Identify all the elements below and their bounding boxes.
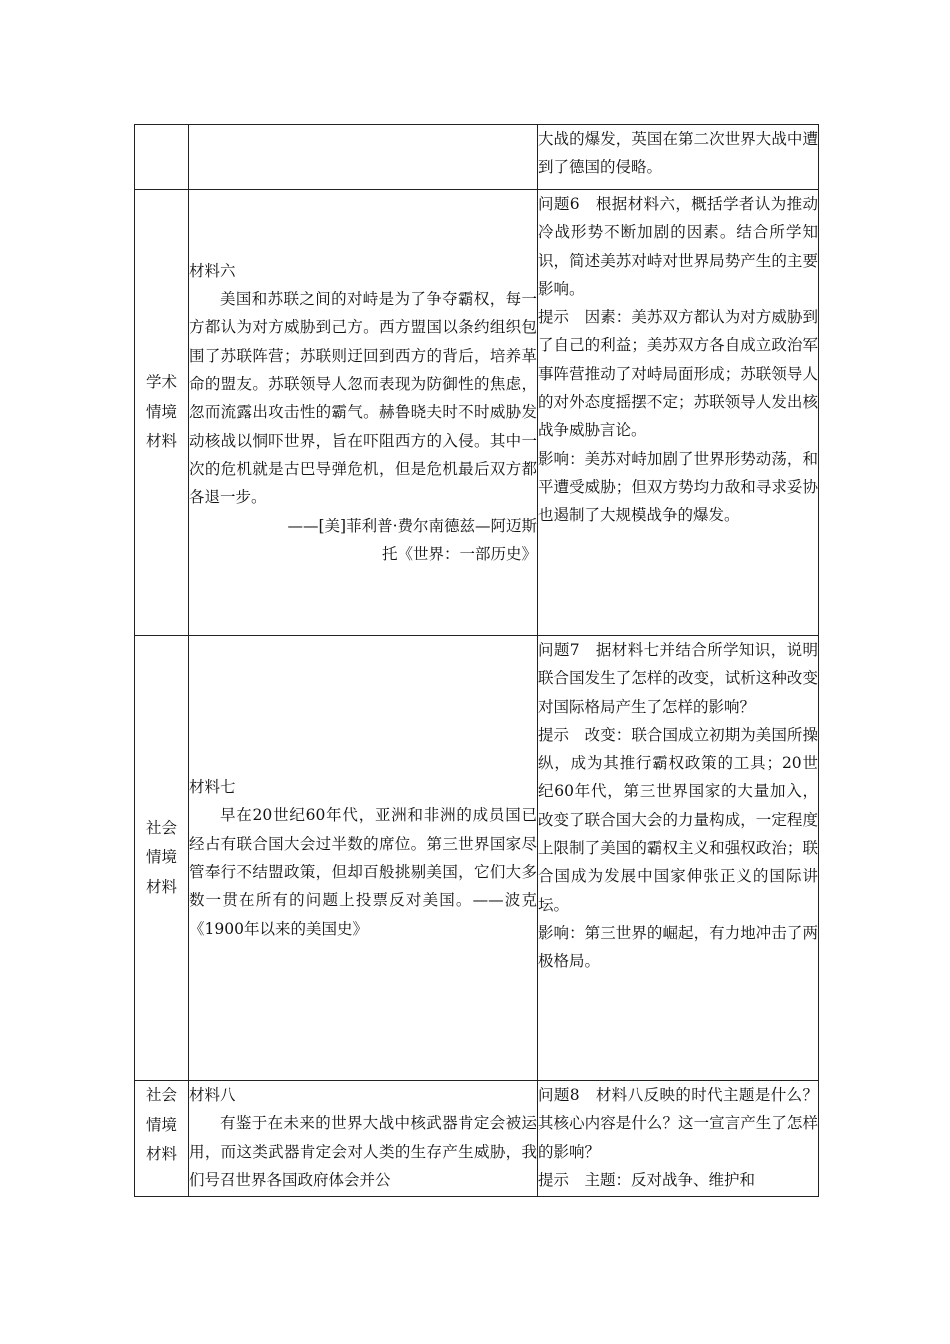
answer-cell	[538, 636, 819, 1081]
table-row	[135, 1081, 819, 1197]
row-label-line: 材料	[145, 877, 177, 896]
row-label-cell	[135, 190, 189, 636]
row-label-cell	[135, 636, 189, 1081]
answer-paragraph: 大战的爆发，英国在第二次世界大战中遭到了德国的侵略。	[538, 130, 818, 177]
hint-text: 提示 主题：反对战争、维护和	[538, 1170, 756, 1189]
material-text: 早在20世纪60年代，亚洲和非洲的成员国已经占有联合国大会过半数的席位。第三世界国家尽管奉行不结盟政策，但却百般挑剔美国，它们大多数一贯在所有的问题上投票反对美国。——波克《1900年以来的美国史》	[189, 806, 537, 938]
question-text: 问题7 据材料七并结合所学知识，说明联合国发生了怎样的改变，试析这种改变对国际格局产生了怎样的影响？	[538, 641, 818, 716]
row-label-cell	[135, 125, 189, 190]
row-label-line: 学术	[145, 373, 177, 392]
answer-cell	[538, 125, 819, 190]
row-label-line: 社会	[145, 1086, 177, 1104]
material-source: ——[美]菲利普·费尔南德兹—阿迈斯	[287, 516, 537, 535]
row-label-line: 情境	[145, 848, 177, 867]
impact-text: 影响：美苏对峙加剧了世界形势动荡，和平遭受威胁；但双方势均力敌和寻求妥协也遏制了大规模战争的爆发。	[538, 449, 818, 525]
answer-cell	[538, 190, 819, 636]
material-text: 有鉴于在未来的世界大战中核武器肯定会被运用，而这类武器肯定会对人类的生存产生威胁，我们号召世界各国政府体会并公	[189, 1114, 537, 1189]
material-cell	[189, 125, 538, 190]
table-row	[135, 190, 819, 636]
document-table	[134, 124, 819, 1197]
row-label-line: 情境	[145, 402, 177, 421]
row-label-line: 情境	[145, 1115, 177, 1134]
material-title: 材料六	[189, 261, 236, 280]
row-label-line: 材料	[145, 1145, 177, 1163]
material-cell	[189, 190, 538, 636]
row-label-line: 材料	[145, 432, 177, 451]
material-title: 材料八	[189, 1086, 236, 1104]
row-label-cell	[135, 1081, 189, 1197]
table-row	[135, 636, 819, 1081]
material-text: 美国和苏联之间的对峙是为了争夺霸权，每一方都认为对方威胁到己方。西方盟国以条约组织包围了苏联阵营；苏联则迂回到西方的背后，培养革命的盟友。苏联领导人忽而表现为防御性的焦虑，忽而流露出攻击性的霸气。赫鲁晓夫时不时威胁发动核战以恫吓世界，旨在吓阻西方的入侵。其中一次的危机就是古巴导弹危机，但是危机最后双方都各退一步。	[189, 290, 537, 507]
material-source: 托《世界：一部历史》	[381, 544, 537, 563]
table-row	[135, 125, 819, 190]
material-title: 材料七	[189, 778, 236, 797]
material-cell	[189, 1081, 538, 1197]
hint-text: 提示 因素：美苏双方都认为对方威胁到了自己的利益；美苏双方各自成立政治军事阵营推动了对峙局面形成；苏联领导人的对外态度摇摆不定；苏联领导人发出核战争威胁言论。	[538, 308, 818, 440]
question-text: 问题6 根据材料六，概括学者认为推动冷战形势不断加剧的因素。结合所学知识，简述美苏对峙对世界局势产生的主要影响。	[538, 195, 818, 298]
impact-text: 影响：第三世界的崛起，有力地冲击了两极格局。	[538, 923, 818, 971]
material-cell	[189, 636, 538, 1081]
row-label-line: 社会	[145, 818, 177, 837]
question-text: 问题8 材料八反映的时代主题是什么？其核心内容是什么？这一宣言产生了怎样的影响？	[538, 1086, 818, 1161]
answer-cell	[538, 1081, 819, 1197]
hint-text: 提示 改变：联合国成立初期为美国所操纵，成为其推行霸权政策的工具；20世纪60年代，第三世界国家的大量加入，改变了联合国大会的力量构成，一定程度上限制了美国的霸权主义和强权政治；联合国成为发展中国家伸张正义的国际讲坛。	[538, 725, 818, 914]
